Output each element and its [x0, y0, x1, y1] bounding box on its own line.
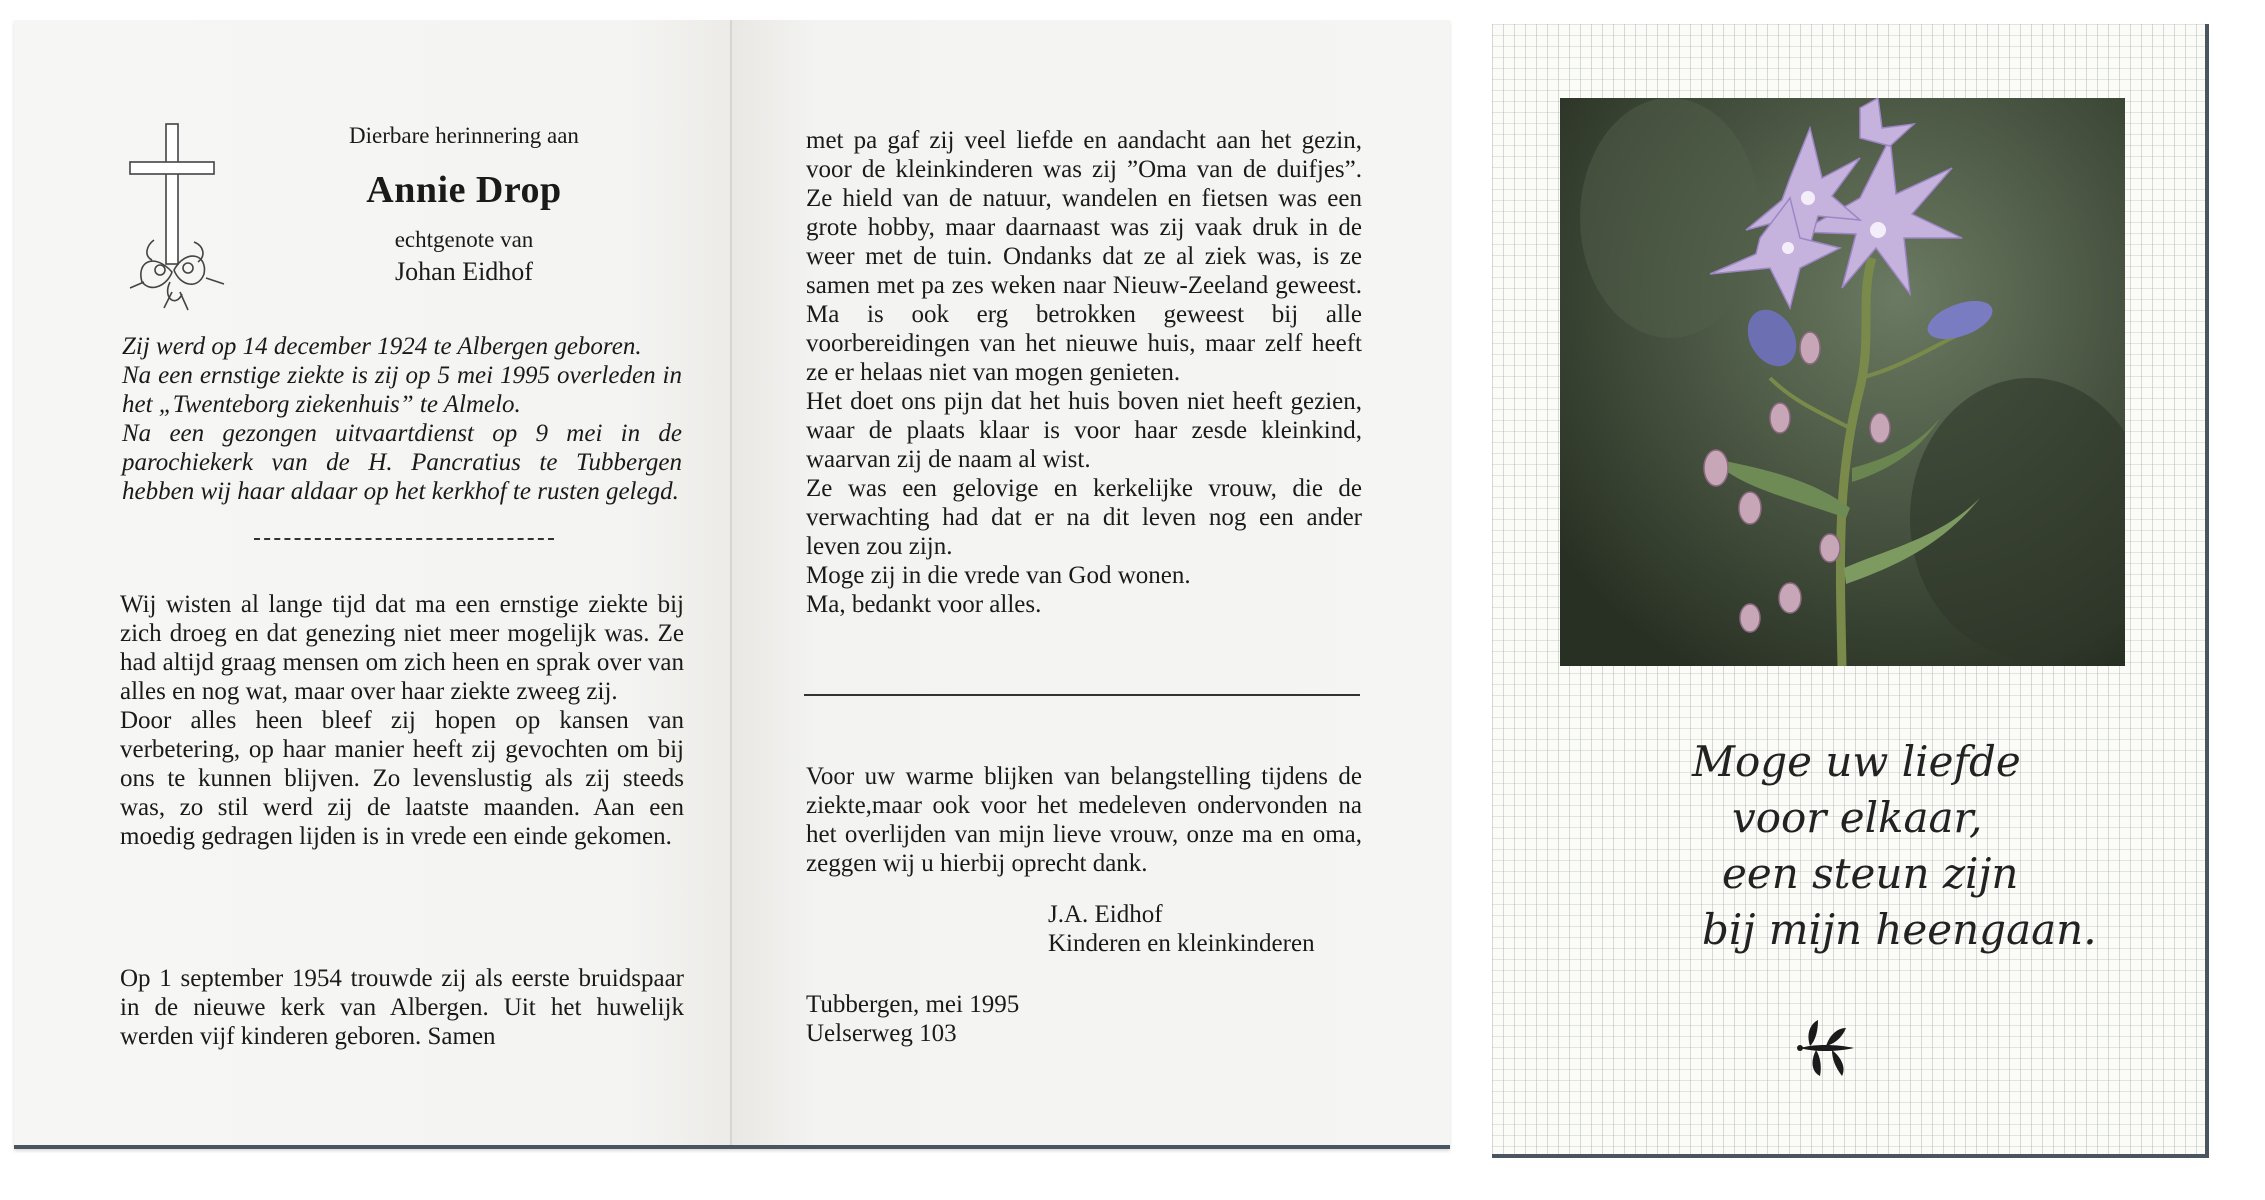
life-story-right	[806, 126, 1362, 619]
sprig-ornament-icon	[1792, 1014, 1862, 1084]
life-story-left	[120, 590, 684, 851]
quote-line-4: bij mijn heengaan.	[1702, 905, 2097, 954]
paragraph-peace: Moge zij in die vrede van God wonen.	[806, 562, 1191, 589]
obituary-paragraph	[122, 332, 682, 506]
memorial-card-front	[1492, 24, 2209, 1158]
left-page	[14, 20, 732, 1145]
paragraph-family: met pa gaf zij veel liefde en aandacht aan het gezin, voor de kleinkinderen was zij ”Oma van de duifjes”. Ze hield van de natuur, wandelen en fietsen was een grote hobby, maar daarnaast was zij vaak druk in de weer met de tuin. Ondanks dat ze al ziek was, is ze samen met pa zes weken naar Nieuw-Zeeland geweest. Ma is ook erg betrokken geweest bij alle voorbereidingen van het nieuwe huis, maar zelf heeft ze er helaas niet van mogen genieten.	[806, 127, 1362, 386]
address: Uelserweg 103	[806, 1020, 957, 1047]
bellflower-illustration	[1560, 98, 2125, 666]
solid-divider	[804, 694, 1360, 696]
marriage-paragraph	[120, 964, 684, 1051]
thanks-paragraph	[806, 762, 1362, 878]
cross-flower-emblem	[124, 122, 234, 312]
handwritten-quote	[1692, 734, 2097, 958]
signature-name: J.A. Eidhof	[1048, 901, 1163, 928]
memorial-card-inside	[14, 20, 1450, 1149]
signature-block	[1048, 900, 1315, 958]
deceased-name: Annie Drop	[366, 169, 562, 211]
paragraph-marriage: Op 1 september 1954 trouwde zij als eerste bruidspaar in de nieuwe kerk van Albergen. Uit het huwelijk werden vijf kinderen geboren. Samen	[120, 965, 684, 1050]
funeral-line: Na een gezongen uitvaartdienst op 9 mei in de parochiekerk van de H. Pancratius te Tubbergen hebben wij haar aldaar op het kerkhof te rusten gelegd.	[122, 420, 682, 505]
place-date: Tubbergen, mei 1995	[806, 991, 1020, 1018]
paragraph-house: Het doet ons pijn dat het huis boven niet heeft gezien, waar de plaats klaar is voor haar zesde kleinkind, waarvan zij de naam al wist.	[806, 388, 1362, 473]
signature-family: Kinderen en kleinkinderen	[1048, 930, 1315, 957]
paragraph-illness: Wij wisten al lange tijd dat ma een ernstige ziekte bij zich droeg en dat genezing niet meer mogelijk was. Ze had altijd graag mensen om zich heen en sprak over van alles en nog wat, maar over haar ziekte zweeg zij.	[120, 591, 684, 705]
death-line: Na een ernstige ziekte is zij op 5 mei 1995 overleden in het „Twenteborg ziekenhuis” te Almelo.	[122, 362, 682, 418]
paragraph-thanks-ma: Ma, bedankt voor alles.	[806, 591, 1042, 618]
spouse-name: Johan Eidhof	[395, 257, 533, 286]
birth-line: Zij werd op 14 december 1924 te Albergen geboren.	[122, 333, 642, 360]
right-page	[732, 20, 1450, 1145]
heading-intro: Dierbare herinnering aan	[349, 123, 579, 148]
quote-line-2: voor elkaar,	[1732, 793, 1983, 842]
quote-line-1: Moge uw liefde	[1692, 737, 2021, 786]
place-block	[806, 990, 1019, 1048]
dashed-divider	[254, 538, 554, 540]
paragraph-faith: Ze was een gelovige en kerkelijke vrouw, die de verwachting had dat er na dit leven nog een ander leven zou zijn.	[806, 475, 1362, 560]
spouse-prefix: echtgenote van	[394, 227, 534, 252]
paragraph-hope: Door alles heen bleef zij hopen op kansen van verbetering, op haar manier heeft zij gevochten om bij ons te kunnen blijven. Zo levenslustig als zij steeds was, zo stil werd zij de laatste maanden. Aan een moedig gedragen lijden is in vrede een einde gekomen.	[120, 707, 684, 850]
quote-line-3: een steun zijn	[1722, 849, 2019, 898]
thanks-text: Voor uw warme blijken van belangstelling tijdens de ziekte,maar ook voor het medeleven ondervonden na het overlijden van mijn lieve vrouw, onze ma en oma, zeggen wij u hierbij oprecht dank.	[806, 763, 1362, 877]
flower-photo	[1560, 98, 2125, 666]
